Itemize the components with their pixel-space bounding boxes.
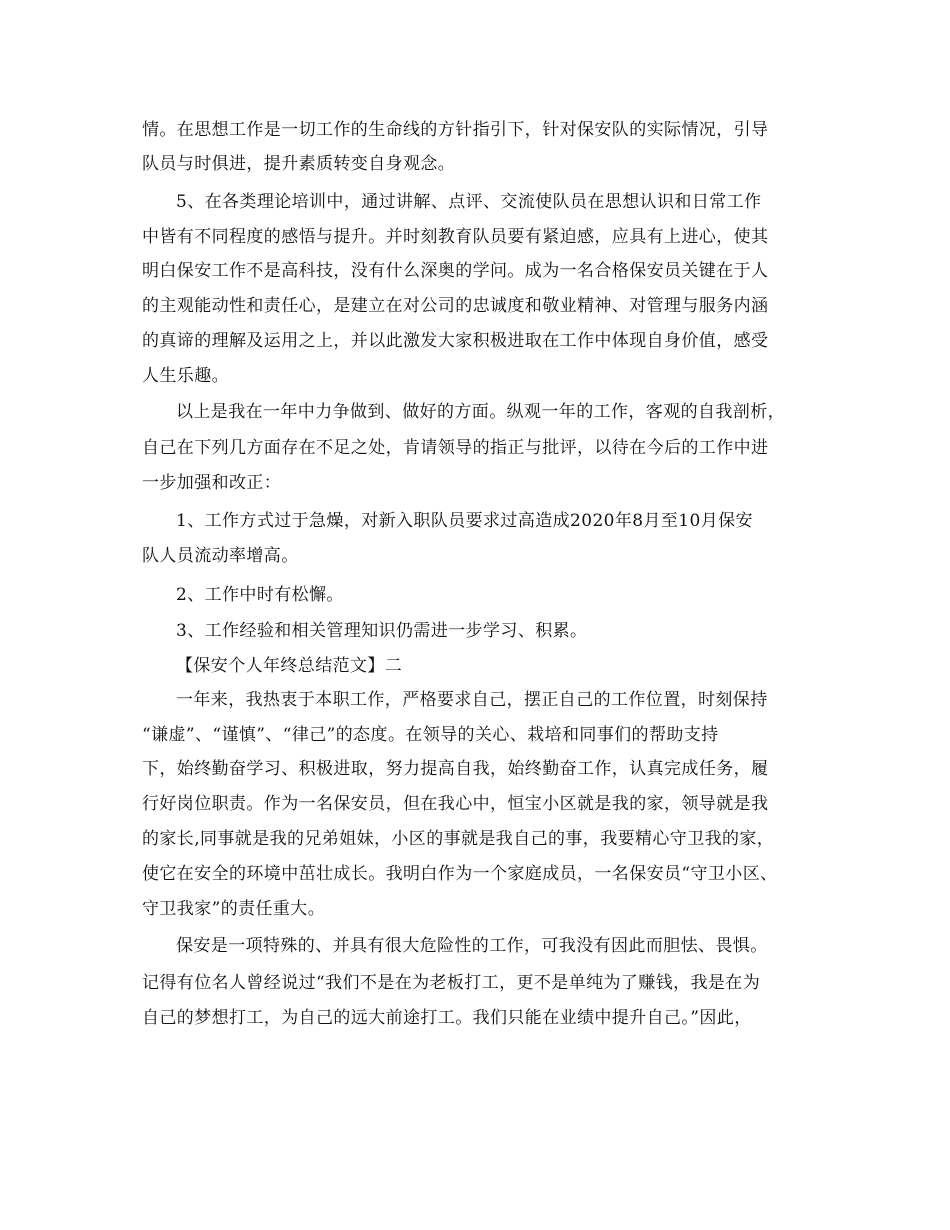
text-line-17: 一年来，我热衷于本职工作，严格要求自己，摆正自己的工作位置，时刻保持 [176, 690, 768, 710]
text-line-4: 中皆有不同程度的感悟与提升。并时刻教育队员要有紧迫感，应具有上进心，使其 [142, 227, 769, 247]
text-line-19: 下，始终勤奋学习、积极进取，努力提高自我，始终勤奋工作，认真完成任务，履 [142, 759, 769, 779]
text-line-20: 行好岗位职责。作为一名保安员，但在我心中，恒宝小区就是我的家，领导就是我 [142, 794, 769, 814]
text-line-2: 队员与时俱进，提升素质转变自身观念。 [142, 154, 456, 174]
text-line-6: 的主观能动性和责任心，是建立在对公司的忠诚度和敬业精神、对管理与服务内涵 [142, 296, 769, 316]
text-line-5: 明白保安工作不是高科技，没有什么深奥的学问。成为一名合格保安员关键在于人 [142, 261, 769, 281]
text-line-10: 自己在下列几方面存在不足之处，肯请领导的指正与批评，以待在今后的工作中进 [142, 438, 769, 458]
text-line-22: 使它在安全的环境中茁壮成长。我明白作为一个家庭成员，一名保安员“守卫小区、 [142, 864, 778, 884]
text-line-7: 的真谛的理解及运用之上，并以此激发大家积极进取在工作中体现自身价值，感受 [142, 331, 769, 351]
text-line-23: 守卫我家”的责任重大。 [142, 899, 326, 919]
text-line-25: 记得有位名人曾经说过“我们不是在为老板打工，更不是单纯为了赚钱，我是在为 [142, 973, 761, 993]
text-line-21: 的家长,同事就是我的兄弟姐妹，小区的事就是我自己的事，我要精心守卫我的家， [142, 829, 775, 849]
section-heading: 【保安个人年终总结范文】二 [176, 656, 403, 676]
text-line-13: 队人员流动率增高。 [142, 546, 299, 566]
text-line-18: “谦虚”、“谨慎”、“律己”的态度。在领导的关心、栽培和同事们的帮助支持 [142, 725, 719, 745]
text-line-11: 一步加强和改正： [142, 473, 282, 493]
text-line-15: 3、工作经验和相关管理知识仍需进一步学习、积累。 [176, 621, 588, 641]
text-line-8: 人生乐趣。 [142, 366, 229, 386]
text-line-3: 5、在各类理论培训中，通过讲解、点评、交流使队员在思想认识和日常工作 [176, 192, 762, 212]
text-line-12: 1、工作方式过于急燥，对新入职队员要求过高造成2020年8月至10月保安 [176, 511, 753, 531]
text-line-9: 以上是我在一年中力争做到、做好的方面。纵观一年的工作，客观的自我剖析， [176, 402, 785, 422]
text-line-1: 情。在思想工作是一切工作的生命线的方针指引下，针对保安队的实际情况，引导 [142, 120, 769, 140]
text-line-14: 2、工作中时有松懈。 [176, 585, 344, 605]
text-line-24: 保安是一项特殊的、并具有很大危险性的工作，可我没有因此而胆怯、畏惧。 [176, 936, 768, 956]
text-line-26: 自己的梦想打工，为自己的远大前途打工。我们只能在业绩中提升自己。”因此， [142, 1008, 752, 1028]
